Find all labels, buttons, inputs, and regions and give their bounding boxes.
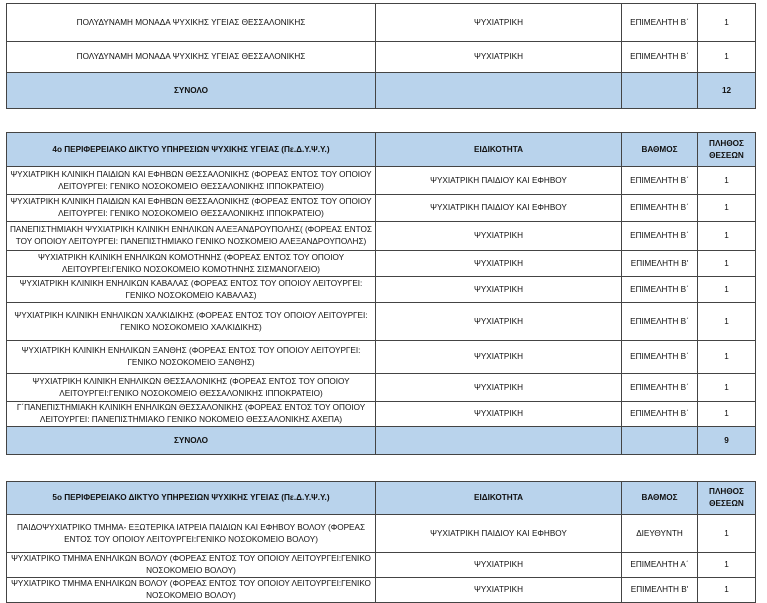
positions-count: 1: [698, 515, 756, 553]
positions-count: 1: [698, 374, 756, 402]
specialty: ΨΥΧΙΑΤΡΙΚΗ ΠΑΙΔΙΟΥ ΚΑΙ ΕΦΗΒΟΥ: [376, 515, 622, 553]
table-row: [7, 222, 756, 251]
grade: ΕΠΙΜΕΛΗΤΗ Β΄: [622, 277, 698, 303]
positions-count: 1: [698, 42, 756, 73]
positions-count: 1: [698, 277, 756, 303]
table-header: [7, 133, 756, 167]
specialty: ΨΥΧΙΑΤΡΙΚΗ: [376, 4, 622, 42]
col-grade-header: ΒΑΘΜΟΣ: [622, 482, 698, 515]
table-row: [7, 42, 756, 73]
total-row: [7, 73, 756, 109]
unit-name: ΠΟΛΥΔΥΝΑΜΗ ΜΟΝΑΔΑ ΨΥΧΙΚΗΣ ΥΓΕΙΑΣ ΘΕΣΣΑΛΟΝΙΚΗΣ: [7, 4, 376, 42]
network-title: 4ο ΠΕΡΙΦΕΡΕΙΑΚΟ ΔΙΚΤΥΟ ΥΠΗΡΕΣΙΩΝ ΨΥΧΙΚΗΣ ΥΓΕΙΑΣ (Πε.Δ.Υ.Ψ.Υ.): [7, 133, 376, 167]
col-specialty-header: ΕΙΔΙΚΟΤΗΤΑ: [376, 133, 622, 167]
col-grade-header: ΒΑΘΜΟΣ: [622, 133, 698, 167]
table-row: [7, 4, 756, 42]
unit-name: ΨΥΧΙΑΤΡΙΚΗ ΚΛΙΝΙΚΗ ΕΝΗΛΙΚΩΝ ΘΕΣΣΑΛΟΝΙΚΗΣ (ΦΟΡΕΑΣ ΕΝΤΟΣ ΤΟΥ ΟΠΟΙΟΥ ΛΕΙΤΟΥΡΓΕΙ:ΓΕΝΙΚΟ ΝΟΣΟΚΟΜΕΙΟ ΘΕΣΣΑΛΟΝΙΚΗΣ ΙΠΠΟΚΡΑΤΕΙΟ): [7, 374, 376, 402]
table-row: [7, 303, 756, 341]
positions-count: 1: [698, 167, 756, 195]
unit-name: ΠΑΙΔΟΨΥΧΙΑΤΡΙΚΟ ΤΜΗΜΑ- ΕΞΩΤΕΡΙΚΑ ΙΑΤΡΕΙΑ ΠΑΙΔΙΩΝ ΚΑΙ ΕΦΗΒΟΥ ΒΟΛΟΥ (ΦΟΡΕΑΣ ΕΝΤΟΣ ΤΟΥ ΟΠΟΙΟΥ ΛΕΙΤΟΥΡΓΕΙ:ΓΕΝΙΚΟ ΝΟΣΟΚΟΜΕΙΟ ΒΟΛΟΥ): [7, 515, 376, 553]
col-count-header: ΠΛΗΘΟΣ ΘΕΣΕΩΝ: [698, 482, 756, 515]
positions-count: 1: [698, 553, 756, 578]
grade: ΕΠΙΜΕΛΗΤΗ Β΄: [622, 4, 698, 42]
unit-name: ΨΥΧΙΑΤΡΙΚΟ ΤΜΗΜΑ ΕΝΗΛΙΚΩΝ ΒΟΛΟΥ (ΦΟΡΕΑΣ ΕΝΤΟΣ ΤΟΥ ΟΠΟΙΟΥ ΛΕΙΤΟΥΡΓΕΙ:ΓΕΝΙΚΟ ΝΟΣΟΚΟΜΕΙΟ ΒΟΛΟΥ): [7, 578, 376, 603]
table-row: [7, 374, 756, 402]
table-header: [7, 482, 756, 515]
unit-name: Γ΄ΠΑΝΕΠΙΣΤΗΜΙΑΚΗ ΚΛΙΝΙΚΗ ΕΝΗΛΙΚΩΝ ΘΕΣΣΑΛΟΝΙΚΗΣ (ΦΟΡΕΑΣ ΕΝΤΟΣ ΤΟΥ ΟΠΟΙΟΥ ΛΕΙΤΟΥΡΓΕΙ: ΠΑΝΕΠΙΣΤΗΜΙΑΚΟ ΓΕΝΙΚΟ ΝΟΚΟΜΕΙΟ ΘΕΣΣΑΛΟΝΙΚΗΣ ΑΧΕΠΑ): [7, 402, 376, 427]
unit-name: ΨΥΧΙΑΤΡΙΚΟ ΤΜΗΜΑ ΕΝΗΛΙΚΩΝ ΒΟΛΟΥ (ΦΟΡΕΑΣ ΕΝΤΟΣ ΤΟΥ ΟΠΟΙΟΥ ΛΕΙΤΟΥΡΓΕΙ:ΓΕΝΙΚΟ ΝΟΣΟΚΟΜΕΙΟ ΒΟΛΟΥ): [7, 553, 376, 578]
specialty: ΨΥΧΙΑΤΡΙΚΗ ΠΑΙΔΙΟΥ ΚΑΙ ΕΦΗΒΟΥ: [376, 195, 622, 222]
specialty: ΨΥΧΙΑΤΡΙΚΗ: [376, 374, 622, 402]
grade: ΕΠΙΜΕΛΗΤΗ Β': [622, 578, 698, 603]
specialty: ΨΥΧΙΑΤΡΙΚΗ: [376, 553, 622, 578]
positions-table-5th-network: [6, 481, 756, 603]
specialty: ΨΥΧΙΑΤΡΙΚΗ: [376, 277, 622, 303]
grade: ΕΠΙΜΕΛΗΤΗ Β΄: [622, 42, 698, 73]
table-row: [7, 515, 756, 553]
total-value: 12: [698, 73, 756, 109]
unit-name: ΠΟΛΥΔΥΝΑΜΗ ΜΟΝΑΔΑ ΨΥΧΙΚΗΣ ΥΓΕΙΑΣ ΘΕΣΣΑΛΟΝΙΚΗΣ: [7, 42, 376, 73]
specialty: ΨΥΧΙΑΤΡΙΚΗ: [376, 341, 622, 374]
grade: ΕΠΙΜΕΛΗΤΗ Β΄: [622, 402, 698, 427]
grade: ΕΠΙΜΕΛΗΤΗ Β΄: [622, 222, 698, 251]
unit-name: ΨΥΧΙΑΤΡΙΚΗ ΚΛΙΝΙΚΗ ΠΑΙΔΙΩΝ ΚΑΙ ΕΦΗΒΩΝ ΘΕΣΣΑΛΟΝΙΚΗΣ (ΦΟΡΕΑΣ ΕΝΤΟΣ ΤΟΥ ΟΠΟΙΟΥ ΛΕΙΤΟΥΡΓΕΙ: ΓΕΝΙΚΟ ΝΟΣΟΚΟΜΕΙΟ ΘΕΣΣΑΛΟΝΙΚΗΣ ΙΠΠΟΚΡΑΤΕΙΟ): [7, 195, 376, 222]
grade: ΕΠΙΜΕΛΗΤΗ Β΄: [622, 195, 698, 222]
positions-count: 1: [698, 222, 756, 251]
unit-name: ΨΥΧΙΑΤΡΙΚΗ ΚΛΙΝΙΚΗ ΕΝΗΛΙΚΩΝ ΚΟΜΟΤΗΝΗΣ (ΦΟΡΕΑΣ ΕΝΤΟΣ ΤΟΥ ΟΠΟΙΟΥ ΛΕΙΤΟΥΡΓΕΙ:ΓΕΝΙΚΟ ΝΟΣΟΚΟΜΕΙΟ ΚΟΜΟΤΗΝΗΣ ΣΙΣΜΑΝΟΓΛΕΙΟ): [7, 251, 376, 277]
grade: ΕΠΙΜΕΛΗΤΗ Β': [622, 251, 698, 277]
specialty: ΨΥΧΙΑΤΡΙΚΗ: [376, 303, 622, 341]
grade: ΕΠΙΜΕΛΗΤΗ Β΄: [622, 303, 698, 341]
specialty: ΨΥΧΙΑΤΡΙΚΗ ΠΑΙΔΙΟΥ ΚΑΙ ΕΦΗΒΟΥ: [376, 167, 622, 195]
col-count-header: ΠΛΗΘΟΣ ΘΕΣΕΩΝ: [698, 133, 756, 167]
unit-name: ΨΥΧΙΑΤΡΙΚΗ ΚΛΙΝΙΚΗ ΕΝΗΛΙΚΩΝ ΚΑΒΑΛΑΣ (ΦΟΡΕΑΣ ΕΝΤΟΣ ΤΟΥ ΟΠΟΙΟΥ ΛΕΙΤΟΥΡΓΕΙ: ΓΕΝΙΚΟ ΝΟΣΟΚΟΜΕΙΟ ΚΑΒΑΛΑΣ): [7, 277, 376, 303]
total-row: [7, 427, 756, 455]
specialty: ΨΥΧΙΑΤΡΙΚΗ: [376, 222, 622, 251]
unit-name: ΨΥΧΙΑΤΡΙΚΗ ΚΛΙΝΙΚΗ ΕΝΗΛΙΚΩΝ ΞΑΝΘΗΣ (ΦΟΡΕΑΣ ΕΝΤΟΣ ΤΟΥ ΟΠΟΙΟΥ ΛΕΙΤΟΥΡΓΕΙ: ΓΕΝΙΚΟ ΝΟΣΟΚΟΜΕΙΟ ΞΑΝΘΗΣ): [7, 341, 376, 374]
table-row: [7, 578, 756, 603]
positions-count: 1: [698, 4, 756, 42]
positions-count: 1: [698, 402, 756, 427]
table-row: [7, 251, 756, 277]
grade: ΕΠΙΜΕΛΗΤΗ Β΄: [622, 374, 698, 402]
positions-count: 1: [698, 195, 756, 222]
unit-name: ΨΥΧΙΑΤΡΙΚΗ ΚΛΙΝΙΚΗ ΕΝΗΛΙΚΩΝ ΧΑΛΚΙΔΙΚΗΣ (ΦΟΡΕΑΣ ΕΝΤΟΣ ΤΟΥ ΟΠΟΙΟΥ ΛΕΙΤΟΥΡΓΕΙ: ΓΕΝΙΚΟ ΝΟΣΟΚΟΜΕΙΟ ΧΑΛΚΙΔΙΚΗΣ): [7, 303, 376, 341]
grade: ΔΙΕΥΘΥΝΤΗ: [622, 515, 698, 553]
positions-table-continued: [6, 3, 756, 109]
grade: ΕΠΙΜΕΛΗΤΗ Β΄: [622, 167, 698, 195]
table-row: [7, 402, 756, 427]
unit-name: ΨΥΧΙΑΤΡΙΚΗ ΚΛΙΝΙΚΗ ΠΑΙΔΙΩΝ ΚΑΙ ΕΦΗΒΩΝ ΘΕΣΣΑΛΟΝΙΚΗΣ (ΦΟΡΕΑΣ ΕΝΤΟΣ ΤΟΥ ΟΠΟΙΟΥ ΛΕΙΤΟΥΡΓΕΙ: ΓΕΝΙΚΟ ΝΟΣΟΚΟΜΕΙΟ ΘΕΣΣΑΛΟΝΙΚΗΣ ΙΠΠΟΚΡΑΤΕΙΟ): [7, 167, 376, 195]
positions-table-4th-network: [6, 132, 756, 455]
col-specialty-header: ΕΙΔΙΚΟΤΗΤΑ: [376, 482, 622, 515]
network-title: 5ο ΠΕΡΙΦΕΡΕΙΑΚΟ ΔΙΚΤΥΟ ΥΠΗΡΕΣΙΩΝ ΨΥΧΙΚΗΣ ΥΓΕΙΑΣ (Πε.Δ.Υ.Ψ.Υ.): [7, 482, 376, 515]
table-row: [7, 277, 756, 303]
total-label: ΣΥΝΟΛΟ: [7, 73, 376, 109]
positions-count: 1: [698, 251, 756, 277]
table-row: [7, 553, 756, 578]
specialty: ΨΥΧΙΑΤΡΙΚΗ: [376, 578, 622, 603]
grade: ΕΠΙΜΕΛΗΤΗ Β΄: [622, 341, 698, 374]
positions-count: 1: [698, 341, 756, 374]
positions-count: 1: [698, 578, 756, 603]
specialty: ΨΥΧΙΑΤΡΙΚΗ: [376, 42, 622, 73]
total-value: 9: [698, 427, 756, 455]
table-row: [7, 195, 756, 222]
total-label: ΣΥΝΟΛΟ: [7, 427, 376, 455]
specialty: ΨΥΧΙΑΤΡΙΚΗ: [376, 402, 622, 427]
table-row: [7, 167, 756, 195]
positions-count: 1: [698, 303, 756, 341]
table-row: [7, 341, 756, 374]
specialty: ΨΥΧΙΑΤΡΙΚΗ: [376, 251, 622, 277]
unit-name: ΠΑΝΕΠΙΣΤΗΜΙΑΚΗ ΨΥΧΙΑΤΡΙΚΗ ΚΛΙΝΙΚΗ ΕΝΗΛΙΚΩΝ ΑΛΕΞΑΝΔΡΟΥΠΟΛΗΣ( (ΦΟΡΕΑΣ ΕΝΤΟΣ ΤΟΥ ΟΠΟΙΟΥ ΛΕΙΤΟΥΡΓΕΙ: ΠΑΝΕΠΙΣΤΗΜΙΑΚΟ ΓΕΝΙΚΟ ΝΟΣΚΟΜΕΙΟ ΑΛΕΞΑΝΔΡΟΥΠΟΛΗΣ): [7, 222, 376, 251]
grade: ΕΠΙΜΕΛΗΤΗ Α΄: [622, 553, 698, 578]
